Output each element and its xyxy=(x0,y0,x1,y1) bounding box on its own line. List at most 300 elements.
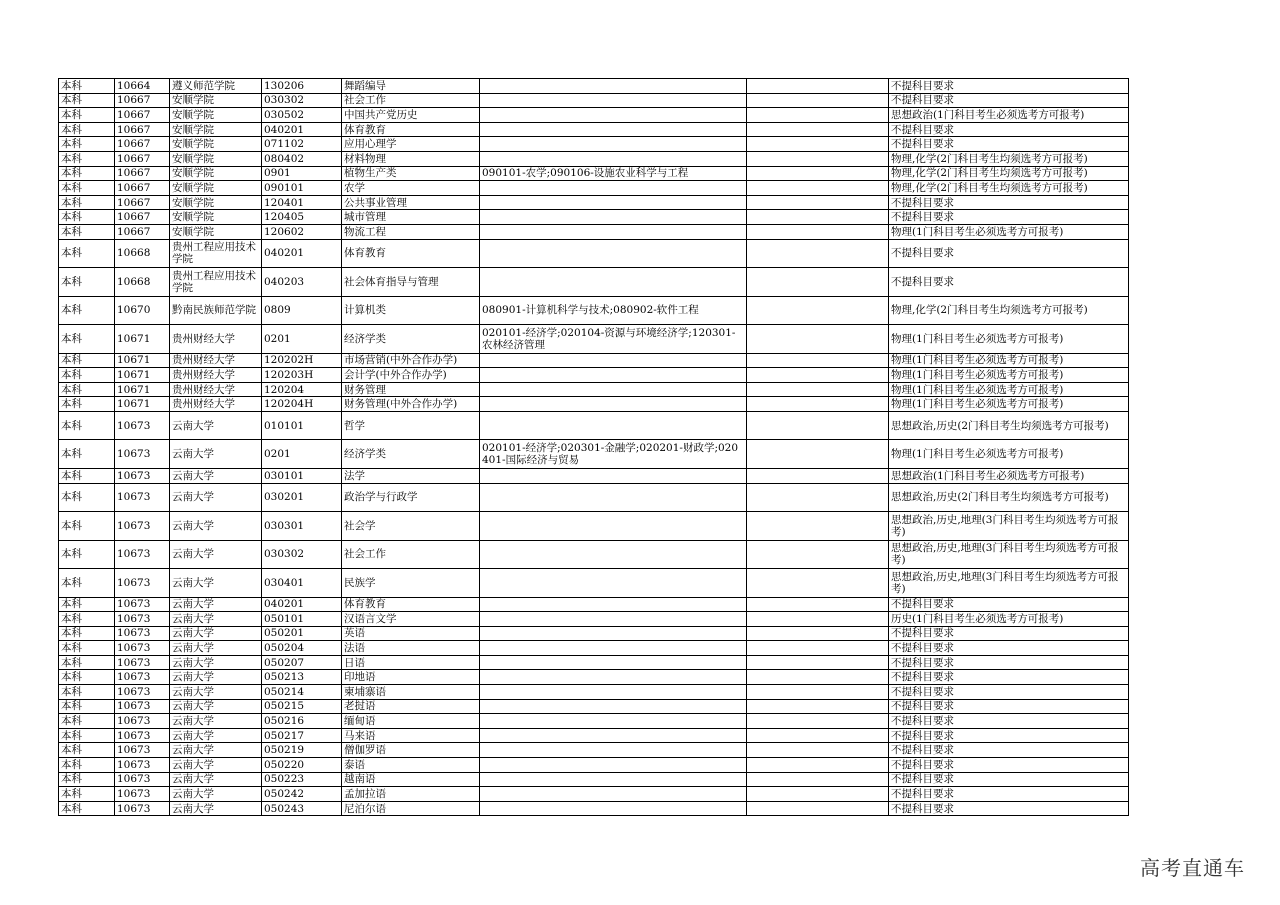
table-row xyxy=(59,122,1129,137)
school-code-cell: 10667 xyxy=(115,151,170,166)
included-majors-cell: 080901-计算机科学与技术;080902-软件工程 xyxy=(480,296,747,325)
school-code-cell: 10673 xyxy=(115,699,170,714)
subject-requirement-cell: 不提科目要求 xyxy=(889,714,1129,729)
school-name-cell: 云南大学 xyxy=(170,512,262,541)
major-code-cell: 050215 xyxy=(262,699,342,714)
table-row xyxy=(59,468,1129,483)
level-cell: 本科 xyxy=(59,540,115,569)
notes-cell xyxy=(747,483,889,512)
major-name-cell: 物流工程 xyxy=(342,224,480,239)
major-name-cell: 僧伽罗语 xyxy=(342,743,480,758)
major-name-cell: 孟加拉语 xyxy=(342,787,480,802)
school-code-cell: 10673 xyxy=(115,670,170,685)
table-row xyxy=(59,181,1129,196)
school-name-cell: 安顺学院 xyxy=(170,137,262,152)
major-name-cell: 泰语 xyxy=(342,758,480,773)
notes-cell xyxy=(747,685,889,700)
school-name-cell: 贵州工程应用技术学院 xyxy=(170,239,262,268)
notes-cell xyxy=(747,699,889,714)
major-code-cell: 040201 xyxy=(262,597,342,612)
included-majors-cell xyxy=(480,137,747,152)
school-code-cell: 10671 xyxy=(115,353,170,368)
major-code-cell: 040203 xyxy=(262,268,342,297)
school-name-cell: 贵州财经大学 xyxy=(170,353,262,368)
level-cell: 本科 xyxy=(59,108,115,123)
table-row xyxy=(59,801,1129,816)
table-row xyxy=(59,93,1129,108)
included-majors-cell xyxy=(480,540,747,569)
school-code-cell: 10673 xyxy=(115,743,170,758)
major-code-cell: 050219 xyxy=(262,743,342,758)
level-cell: 本科 xyxy=(59,569,115,598)
level-cell: 本科 xyxy=(59,181,115,196)
major-code-cell: 030302 xyxy=(262,93,342,108)
major-code-cell: 050216 xyxy=(262,714,342,729)
included-majors-cell xyxy=(480,641,747,656)
table-row xyxy=(59,166,1129,181)
school-name-cell: 安顺学院 xyxy=(170,122,262,137)
level-cell: 本科 xyxy=(59,296,115,325)
school-code-cell: 10673 xyxy=(115,626,170,641)
major-name-cell: 印地语 xyxy=(342,670,480,685)
school-code-cell: 10673 xyxy=(115,655,170,670)
school-code-cell: 10667 xyxy=(115,166,170,181)
included-majors-cell xyxy=(480,122,747,137)
included-majors-cell xyxy=(480,368,747,383)
school-name-cell: 云南大学 xyxy=(170,670,262,685)
table-row xyxy=(59,268,1129,297)
notes-cell xyxy=(747,641,889,656)
included-majors-cell xyxy=(480,151,747,166)
subject-requirement-cell: 思想政治,历史(2门科目考生均须选考方可报考) xyxy=(889,483,1129,512)
major-code-cell: 030502 xyxy=(262,108,342,123)
major-code-cell: 050223 xyxy=(262,772,342,787)
level-cell: 本科 xyxy=(59,195,115,210)
major-name-cell: 社会工作 xyxy=(342,93,480,108)
school-name-cell: 安顺学院 xyxy=(170,224,262,239)
level-cell: 本科 xyxy=(59,728,115,743)
notes-cell xyxy=(747,540,889,569)
level-cell: 本科 xyxy=(59,210,115,225)
major-code-cell: 050220 xyxy=(262,758,342,773)
major-name-cell: 越南语 xyxy=(342,772,480,787)
table-row xyxy=(59,685,1129,700)
school-code-cell: 10673 xyxy=(115,801,170,816)
major-code-cell: 050217 xyxy=(262,728,342,743)
school-code-cell: 10667 xyxy=(115,224,170,239)
school-name-cell: 安顺学院 xyxy=(170,210,262,225)
notes-cell xyxy=(747,268,889,297)
table-row xyxy=(59,728,1129,743)
watermark-text: 高考直通车 xyxy=(1140,856,1245,880)
school-name-cell: 云南大学 xyxy=(170,743,262,758)
school-name-cell: 云南大学 xyxy=(170,714,262,729)
school-name-cell: 贵州财经大学 xyxy=(170,368,262,383)
subject-requirement-cell: 不提科目要求 xyxy=(889,626,1129,641)
included-majors-cell xyxy=(480,699,747,714)
notes-cell xyxy=(747,382,889,397)
subject-requirement-cell: 物理(1门科目考生必须选考方可报考) xyxy=(889,397,1129,412)
major-name-cell: 柬埔寨语 xyxy=(342,685,480,700)
notes-cell xyxy=(747,714,889,729)
included-majors-cell xyxy=(480,93,747,108)
level-cell: 本科 xyxy=(59,512,115,541)
major-code-cell: 030301 xyxy=(262,512,342,541)
notes-cell xyxy=(747,655,889,670)
subject-requirement-cell: 不提科目要求 xyxy=(889,137,1129,152)
major-name-cell: 尼泊尔语 xyxy=(342,801,480,816)
major-name-cell: 材料物理 xyxy=(342,151,480,166)
major-code-cell: 050213 xyxy=(262,670,342,685)
included-majors-cell xyxy=(480,512,747,541)
table-row xyxy=(59,612,1129,627)
major-code-cell: 010101 xyxy=(262,411,342,440)
table-row xyxy=(59,224,1129,239)
major-name-cell: 老挝语 xyxy=(342,699,480,714)
table-row xyxy=(59,569,1129,598)
included-majors-cell xyxy=(480,382,747,397)
subject-requirement-cell: 不提科目要求 xyxy=(889,641,1129,656)
school-name-cell: 黔南民族师范学院 xyxy=(170,296,262,325)
table-row xyxy=(59,512,1129,541)
school-code-cell: 10664 xyxy=(115,79,170,94)
included-majors-cell: 090101-农学;090106-设施农业科学与工程 xyxy=(480,166,747,181)
major-name-cell: 经济学类 xyxy=(342,325,480,354)
school-code-cell: 10671 xyxy=(115,368,170,383)
included-majors-cell xyxy=(480,468,747,483)
included-majors-cell xyxy=(480,239,747,268)
level-cell: 本科 xyxy=(59,440,115,469)
notes-cell xyxy=(747,137,889,152)
table-row xyxy=(59,325,1129,354)
included-majors-cell xyxy=(480,353,747,368)
notes-cell xyxy=(747,181,889,196)
subject-requirement-cell: 不提科目要求 xyxy=(889,670,1129,685)
major-name-cell: 农学 xyxy=(342,181,480,196)
major-name-cell: 社会学 xyxy=(342,512,480,541)
notes-cell xyxy=(747,440,889,469)
included-majors-cell xyxy=(480,569,747,598)
major-code-cell: 120204 xyxy=(262,382,342,397)
major-name-cell: 会计学(中外合作办学) xyxy=(342,368,480,383)
level-cell: 本科 xyxy=(59,743,115,758)
level-cell: 本科 xyxy=(59,224,115,239)
subject-requirement-cell: 物理,化学(2门科目考生均须选考方可报考) xyxy=(889,166,1129,181)
school-code-cell: 10673 xyxy=(115,612,170,627)
included-majors-cell xyxy=(480,655,747,670)
major-name-cell: 民族学 xyxy=(342,569,480,598)
major-code-cell: 0201 xyxy=(262,325,342,354)
level-cell: 本科 xyxy=(59,122,115,137)
school-name-cell: 云南大学 xyxy=(170,655,262,670)
subject-requirement-cell: 物理(1门科目考生必须选考方可报考) xyxy=(889,440,1129,469)
school-name-cell: 云南大学 xyxy=(170,597,262,612)
included-majors-cell xyxy=(480,728,747,743)
included-majors-cell xyxy=(480,483,747,512)
major-name-cell: 法学 xyxy=(342,468,480,483)
major-name-cell: 财务管理(中外合作办学) xyxy=(342,397,480,412)
notes-cell xyxy=(747,224,889,239)
notes-cell xyxy=(747,468,889,483)
school-name-cell: 云南大学 xyxy=(170,569,262,598)
major-name-cell: 舞蹈编导 xyxy=(342,79,480,94)
included-majors-cell xyxy=(480,268,747,297)
subject-requirement-cell: 不提科目要求 xyxy=(889,93,1129,108)
notes-cell xyxy=(747,325,889,354)
table-row xyxy=(59,382,1129,397)
table-row xyxy=(59,296,1129,325)
major-code-cell: 120204H xyxy=(262,397,342,412)
major-name-cell: 马来语 xyxy=(342,728,480,743)
subject-requirement-cell: 不提科目要求 xyxy=(889,79,1129,94)
level-cell: 本科 xyxy=(59,597,115,612)
school-code-cell: 10673 xyxy=(115,483,170,512)
school-code-cell: 10673 xyxy=(115,714,170,729)
major-code-cell: 030101 xyxy=(262,468,342,483)
notes-cell xyxy=(747,93,889,108)
school-name-cell: 云南大学 xyxy=(170,440,262,469)
included-majors-cell xyxy=(480,224,747,239)
school-code-cell: 10673 xyxy=(115,728,170,743)
subject-requirement-cell: 不提科目要求 xyxy=(889,801,1129,816)
subject-requirement-cell: 物理,化学(2门科目考生均须选考方可报考) xyxy=(889,296,1129,325)
level-cell: 本科 xyxy=(59,483,115,512)
school-name-cell: 云南大学 xyxy=(170,612,262,627)
major-code-cell: 120405 xyxy=(262,210,342,225)
major-name-cell: 中国共产党历史 xyxy=(342,108,480,123)
school-code-cell: 10673 xyxy=(115,468,170,483)
school-code-cell: 10667 xyxy=(115,210,170,225)
table-row xyxy=(59,397,1129,412)
major-name-cell: 经济学类 xyxy=(342,440,480,469)
notes-cell xyxy=(747,670,889,685)
major-name-cell: 体育教育 xyxy=(342,597,480,612)
school-name-cell: 安顺学院 xyxy=(170,181,262,196)
school-name-cell: 云南大学 xyxy=(170,540,262,569)
subject-requirement-cell: 不提科目要求 xyxy=(889,195,1129,210)
subject-requirement-cell: 物理,化学(2门科目考生均须选考方可报考) xyxy=(889,181,1129,196)
subject-requirement-cell: 不提科目要求 xyxy=(889,210,1129,225)
subject-requirement-cell: 不提科目要求 xyxy=(889,268,1129,297)
school-name-cell: 安顺学院 xyxy=(170,195,262,210)
school-name-cell: 云南大学 xyxy=(170,468,262,483)
notes-cell xyxy=(747,743,889,758)
school-code-cell: 10673 xyxy=(115,440,170,469)
included-majors-cell: 020101-经济学;020301-金融学;020201-财政学;020401-国际经济与贸易 xyxy=(480,440,747,469)
major-code-cell: 120602 xyxy=(262,224,342,239)
school-name-cell: 贵州财经大学 xyxy=(170,397,262,412)
table-row xyxy=(59,787,1129,802)
school-code-cell: 10671 xyxy=(115,382,170,397)
table-row xyxy=(59,655,1129,670)
school-name-cell: 云南大学 xyxy=(170,685,262,700)
school-name-cell: 安顺学院 xyxy=(170,108,262,123)
level-cell: 本科 xyxy=(59,612,115,627)
level-cell: 本科 xyxy=(59,353,115,368)
included-majors-cell xyxy=(480,181,747,196)
major-name-cell: 城市管理 xyxy=(342,210,480,225)
level-cell: 本科 xyxy=(59,368,115,383)
included-majors-cell xyxy=(480,397,747,412)
table-row xyxy=(59,743,1129,758)
major-code-cell: 050201 xyxy=(262,626,342,641)
subject-requirement-cell: 思想政治,历史,地理(3门科目考生均须选考方可报考) xyxy=(889,540,1129,569)
major-code-cell: 130206 xyxy=(262,79,342,94)
level-cell: 本科 xyxy=(59,239,115,268)
notes-cell xyxy=(747,758,889,773)
school-code-cell: 10673 xyxy=(115,540,170,569)
table-body xyxy=(59,79,1129,816)
subject-requirement-cell: 不提科目要求 xyxy=(889,239,1129,268)
subject-requirement-cell: 不提科目要求 xyxy=(889,597,1129,612)
level-cell: 本科 xyxy=(59,325,115,354)
level-cell: 本科 xyxy=(59,468,115,483)
table-row xyxy=(59,239,1129,268)
table-row xyxy=(59,440,1129,469)
included-majors-cell xyxy=(480,210,747,225)
major-code-cell: 050242 xyxy=(262,787,342,802)
level-cell: 本科 xyxy=(59,670,115,685)
subject-requirement-cell: 思想政治,历史,地理(3门科目考生均须选考方可报考) xyxy=(889,569,1129,598)
included-majors-cell: 020101-经济学;020104-资源与环境经济学;120301-农林经济管理 xyxy=(480,325,747,354)
school-code-cell: 10667 xyxy=(115,181,170,196)
major-name-cell: 社会体育指导与管理 xyxy=(342,268,480,297)
level-cell: 本科 xyxy=(59,382,115,397)
table-row xyxy=(59,210,1129,225)
major-code-cell: 050207 xyxy=(262,655,342,670)
notes-cell xyxy=(747,210,889,225)
school-code-cell: 10673 xyxy=(115,772,170,787)
subject-requirement-cell: 物理(1门科目考生必须选考方可报考) xyxy=(889,382,1129,397)
included-majors-cell xyxy=(480,714,747,729)
included-majors-cell xyxy=(480,597,747,612)
major-name-cell: 体育教育 xyxy=(342,239,480,268)
major-code-cell: 090101 xyxy=(262,181,342,196)
notes-cell xyxy=(747,569,889,598)
major-code-cell: 0201 xyxy=(262,440,342,469)
major-code-cell: 0809 xyxy=(262,296,342,325)
subject-requirement-cell: 不提科目要求 xyxy=(889,655,1129,670)
school-name-cell: 贵州财经大学 xyxy=(170,382,262,397)
included-majors-cell xyxy=(480,79,747,94)
major-code-cell: 080402 xyxy=(262,151,342,166)
notes-cell xyxy=(747,411,889,440)
notes-cell xyxy=(747,353,889,368)
subject-requirement-cell: 思想政治(1门科目考生必须选考方可报考) xyxy=(889,468,1129,483)
notes-cell xyxy=(747,79,889,94)
major-name-cell: 哲学 xyxy=(342,411,480,440)
included-majors-cell xyxy=(480,195,747,210)
level-cell: 本科 xyxy=(59,699,115,714)
table-row xyxy=(59,137,1129,152)
subject-requirement-cell: 不提科目要求 xyxy=(889,787,1129,802)
subject-requirement-cell: 物理(1门科目考生必须选考方可报考) xyxy=(889,368,1129,383)
school-code-cell: 10671 xyxy=(115,325,170,354)
major-code-cell: 120401 xyxy=(262,195,342,210)
subject-requirement-cell: 物理,化学(2门科目考生均须选考方可报考) xyxy=(889,151,1129,166)
table-row xyxy=(59,641,1129,656)
school-name-cell: 云南大学 xyxy=(170,699,262,714)
subject-requirement-cell: 不提科目要求 xyxy=(889,122,1129,137)
major-code-cell: 050214 xyxy=(262,685,342,700)
school-code-cell: 10673 xyxy=(115,685,170,700)
notes-cell xyxy=(747,801,889,816)
major-name-cell: 社会工作 xyxy=(342,540,480,569)
included-majors-cell xyxy=(480,411,747,440)
major-code-cell: 030201 xyxy=(262,483,342,512)
school-name-cell: 遵义师范学院 xyxy=(170,79,262,94)
major-name-cell: 公共事业管理 xyxy=(342,195,480,210)
major-name-cell: 日语 xyxy=(342,655,480,670)
major-code-cell: 120203H xyxy=(262,368,342,383)
subject-requirement-cell: 不提科目要求 xyxy=(889,743,1129,758)
notes-cell xyxy=(747,512,889,541)
major-name-cell: 政治学与行政学 xyxy=(342,483,480,512)
table-row xyxy=(59,597,1129,612)
subject-requirement-cell: 物理(1门科目考生必须选考方可报考) xyxy=(889,353,1129,368)
subject-requirement-cell: 思想政治,历史,地理(3门科目考生均须选考方可报考) xyxy=(889,512,1129,541)
notes-cell xyxy=(747,787,889,802)
table-row xyxy=(59,353,1129,368)
major-code-cell: 030302 xyxy=(262,540,342,569)
school-name-cell: 云南大学 xyxy=(170,801,262,816)
notes-cell xyxy=(747,728,889,743)
subject-requirement-cell: 不提科目要求 xyxy=(889,728,1129,743)
subject-requirement-cell: 物理(1门科目考生必须选考方可报考) xyxy=(889,325,1129,354)
table-row xyxy=(59,79,1129,94)
table-row xyxy=(59,151,1129,166)
school-name-cell: 云南大学 xyxy=(170,626,262,641)
level-cell: 本科 xyxy=(59,801,115,816)
major-name-cell: 汉语言文学 xyxy=(342,612,480,627)
school-name-cell: 云南大学 xyxy=(170,483,262,512)
major-name-cell: 英语 xyxy=(342,626,480,641)
notes-cell xyxy=(747,108,889,123)
included-majors-cell xyxy=(480,612,747,627)
major-name-cell: 市场营销(中外合作办学) xyxy=(342,353,480,368)
level-cell: 本科 xyxy=(59,268,115,297)
level-cell: 本科 xyxy=(59,397,115,412)
school-name-cell: 贵州工程应用技术学院 xyxy=(170,268,262,297)
table-row xyxy=(59,483,1129,512)
school-name-cell: 安顺学院 xyxy=(170,93,262,108)
level-cell: 本科 xyxy=(59,714,115,729)
notes-cell xyxy=(747,612,889,627)
notes-cell xyxy=(747,397,889,412)
included-majors-cell xyxy=(480,685,747,700)
school-name-cell: 安顺学院 xyxy=(170,151,262,166)
table-row xyxy=(59,714,1129,729)
major-code-cell: 050101 xyxy=(262,612,342,627)
subject-requirement-cell: 不提科目要求 xyxy=(889,699,1129,714)
major-code-cell: 050243 xyxy=(262,801,342,816)
major-code-cell: 040201 xyxy=(262,239,342,268)
included-majors-cell xyxy=(480,626,747,641)
table-row xyxy=(59,758,1129,773)
major-code-cell: 071102 xyxy=(262,137,342,152)
school-code-cell: 10673 xyxy=(115,411,170,440)
major-code-cell: 0901 xyxy=(262,166,342,181)
school-name-cell: 云南大学 xyxy=(170,772,262,787)
school-code-cell: 10671 xyxy=(115,397,170,412)
major-name-cell: 应用心理学 xyxy=(342,137,480,152)
school-name-cell: 云南大学 xyxy=(170,641,262,656)
table-row xyxy=(59,368,1129,383)
level-cell: 本科 xyxy=(59,79,115,94)
notes-cell xyxy=(747,122,889,137)
included-majors-cell xyxy=(480,108,747,123)
school-code-cell: 10673 xyxy=(115,569,170,598)
